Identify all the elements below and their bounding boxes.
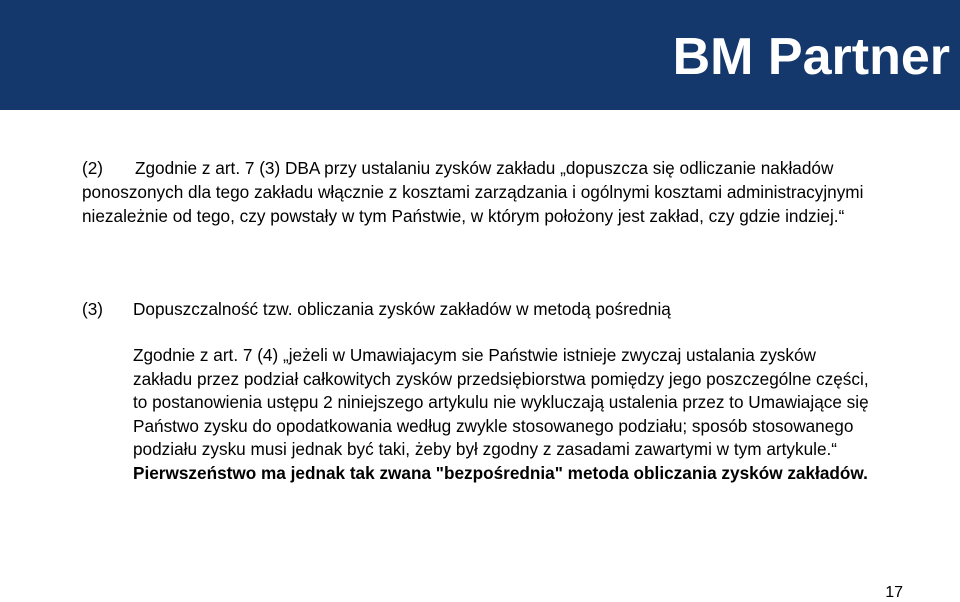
item-3-paragraph <box>133 344 878 485</box>
item-number: (3) <box>82 299 104 319</box>
item-text: Zgodnie z art. 7 (3) DBA przy ustalaniu zysków zakładu „dopuszcza się odliczanie nakładów ponoszonych dla tego zakładu włącznie z kosztami zarządzania i ogólnymi kosztami administracyjnymi niezależnie od tego, czy powstały w tym Państwie, w którym położony jest zakład, czy gdzie indziej.“ <box>82 158 864 226</box>
header-bar <box>0 0 960 110</box>
page-number: 17 <box>885 584 903 601</box>
item-heading: Dopuszczalność tzw. obliczania zysków zakładów w metodą pośrednią <box>133 299 671 319</box>
paragraph-bold-text: Pierwszeństwo ma jednak tak zwana "bezpośrednia" metoda obliczania zysków zakładów. <box>133 462 868 483</box>
paragraph-text: Zgodnie z art. 7 (4) „jeżeli w Umawiajacym sie Państwie istnieje zwyczaj ustalania zysków zakładu przez podział całkowitych zysków przedsiębiorstwa pomiędzy jego poszczególne części, to postanowienia ustępu 2 niniejszego artykulu nie wykluczają ustalenia przez to Umawiające się Państwo zysku do opodatkowania według zwykle stosowanego podziału; sposób stosowanego podziału zysku musi jednak być taki, żeby był zgodny z zasadami zawartymi w tym artykule.“ <box>133 345 869 459</box>
item-number: (2) <box>82 158 104 178</box>
brand-title: BM Partner <box>672 28 950 86</box>
